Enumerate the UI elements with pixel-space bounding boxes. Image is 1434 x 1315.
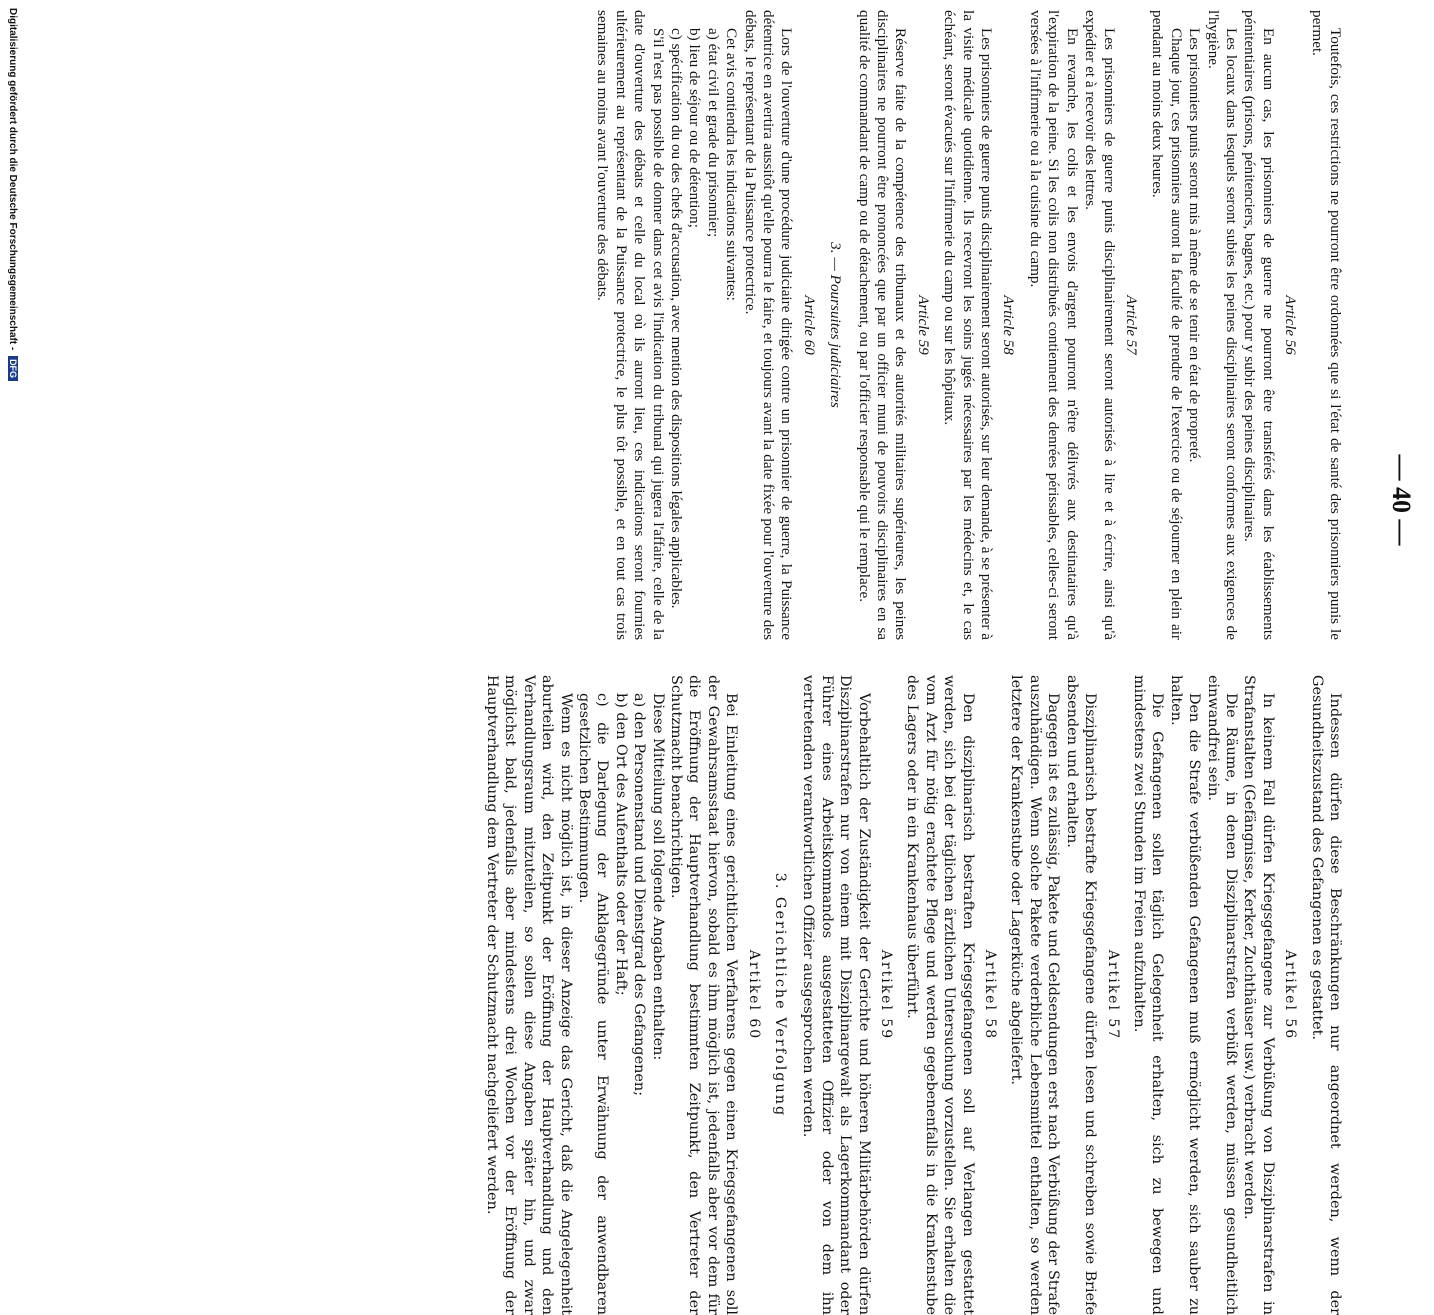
- german-column: [483, 675, 1344, 1315]
- fr-intro-paragraph: Toutefois, ces restrictions ne pourront être ordonnées que si l'état de santé des prisonniers punis le permet.: [1308, 10, 1344, 640]
- french-column: [593, 10, 1344, 640]
- de-article-60-title: Artikel 60: [745, 949, 762, 1041]
- de-a57-p2: Dagegen ist es zulässig, Pakete und Geldsendungen erst nach Verbüßung der Strafe auszuhändigen. Wenn solche Pakete verderbliche Lebensmittel enthalten, so werden letztere der Krankenstube oder Lagerküche abgeliefert.: [1008, 675, 1062, 1315]
- de-article-59-title: Artikel 59: [878, 949, 895, 1041]
- fr-article-56-title: Article 56: [1282, 295, 1299, 355]
- list-item: b) den Ort des Aufenthalts oder der Haft;: [612, 693, 629, 996]
- fr-a57-p1: Les prisonniers de guerre punis disciplinairement seront autorisés à lire et à écrire, ainsi qu'à expédier et à recevoir des lettres.: [1082, 10, 1118, 640]
- fr-a56-p3: Les prisonniers punis seront mis à même de se tenir en état de propreté.: [1186, 28, 1204, 463]
- fr-article-58-title: Article 58: [1000, 295, 1017, 355]
- fr-a60-p1: Lors de l'ouverture d'une procédure judiciaire dirigée contre un prisonnier de guerre, la Puissance détentrice en avertira aussitôt qu'elle pourra le faire, et toujours avant la date fixée pour l'ouverture des débats, le représentant de la Puissance protectrice.: [741, 10, 796, 640]
- de-article-58-title: Artikel 58: [982, 949, 999, 1041]
- de-a59-p1: Vorbehaltlich der Zuständigkeit der Gerichte und höheren Militärbehörden dürfen Disziplinarstrafen nur von einem mit Disziplinargewalt als Lagerkommandant oder Führer eines Arbeitskommandos ausgestatteten Offizier oder von dem ihn vertretenden verantwortlichen Offizier ausgesprochen werden.: [800, 675, 872, 1315]
- de-a56-p4: Die Gefangenen sollen täglich Gelegenheit erhalten, sich zu bewegen und mindestens zwei Stunden im Freien aufzuhalten.: [1130, 675, 1166, 1315]
- page-number: — 40 —: [1387, 454, 1416, 546]
- de-a60-p1: Bei Einleitung eines gerichtlichen Verfahrens gegen einen Kriegsgefangenen soll der Gewahrsamsstaat hiervon, sobald es ihm möglich ist, jedenfalls aber vor dem für die Eröffnung der Hauptverhandlung bestimmten Zeitpunkt, den Vertreter der Schutzmacht benachrichtigen.: [668, 675, 740, 1315]
- de-a60-p3: Wenn es nicht möglich ist, in dieser Anzeige das Gericht, daß die Angelegenheit aburteilen wird, den Zeitpunkt der Eröffnung der Hauptverhandlung und den Verhandlungsraum mitzuteilen, so sollen diese Angaben später hin, und zwar möglichst bald, jedenfalls aber mindestens drei Wochen vor der Eröffnung der Hauptverhandlung dem Vertreter der Schutzmacht nachgeliefert werden.: [483, 675, 574, 1315]
- fr-article-59-title: Article 59: [914, 295, 931, 355]
- de-a58-p1: Den disziplinarisch bestraften Kriegsgefangenen soll auf Verlangen gestattet werden, sich bei der täglichen ärztlichen Untersuchung vorzustellen. Sie erhalten die vom Arzt für nötig erachtete Pflege und werden gegebenenfalls in die Krankenstube des Lagers oder in ein Krankenhaus überführt.: [904, 675, 976, 1315]
- fr-a57-p2: En revanche, les colis et les envois d'argent pourront n'être délivrés aux destinataires qu'à l'expiration de la peine. Si les colis non distribués contiennent des denrées périssables, celles-ci seront versées à l'infirmerie ou à la cuisine du camp.: [1026, 10, 1081, 640]
- de-section-3-title: 3. Gerichtliche Verfolgung: [772, 872, 789, 1118]
- list-item: c) die Darlegung der Anklagegründe unter Erwähnung der anwendbaren gesetzlichen Bestimmungen.: [575, 693, 611, 1315]
- de-a60-list: [575, 675, 649, 1315]
- de-a57-p1: Disziplinarisch bestrafte Kriegsgefangene dürfen lesen und schreiben sowie Briefe absenden und erhalten.: [1063, 675, 1099, 1315]
- fr-a60-p2: Cet avis contiendra les indications suivantes:: [723, 28, 741, 301]
- fr-a56-p4: Chaque jour, ces prisonniers auront la faculté de prendre de l'exercice ou de séjourner en plein air pendant au moins deux heures.: [1149, 10, 1185, 640]
- fr-a56-p2: Les locaux dans lesquels seront subies les peines disciplinaires seront conformes aux exigences de l'hygiène.: [1204, 10, 1240, 640]
- de-a56-p1: In keinem Fall dürfen Kriegsgefangene zur Verbüßung von Disziplinarstrafen in Strafanstalten (Gefängnisse, Kerker, Zuchthäuser usw.) verbracht werden.: [1241, 675, 1276, 1315]
- de-intro-paragraph: Indessen dürfen diese Beschränkungen nur angeordnet werden, wenn der Gesundheitszustand des Gefangenen es gestattet.: [1308, 675, 1343, 1315]
- dfg-logo: DFG: [8, 356, 18, 381]
- fr-a59-p1: Réserve faite de la compétence des tribunaux et des autorités militaires supérieures, les peines disciplinaires ne pourront être prononcées que par un officier muni de pouvoirs disciplinaires en sa qualité de commandant de camp ou de détachement, ou par l'officier responsable qui le remplace.: [855, 10, 910, 640]
- de-article-57-title: Artikel 57: [1104, 949, 1121, 1041]
- de-a56-p2: Die Räume, in denen Disziplinarstrafen verbüßt werden, müssen gesundheitlich einwandfrei sein.: [1204, 675, 1239, 1315]
- footer-text: Digitalisierung gefördert durch die Deutsche Forschungsgemeinschaft -: [7, 8, 18, 351]
- fr-a60-list: [667, 10, 722, 640]
- de-a56-p3: Den die Strafe verbüßenden Gefangenen muß ermöglicht werden, sich sauber zu halten.: [1167, 675, 1203, 1315]
- list-item: a) état civil et grade du prisonnier;: [704, 28, 722, 238]
- list-item: c) spécification du ou des chefs d'accusation, avec mention des dispositions légales applicables.: [668, 28, 685, 609]
- fr-article-60-title: Article 60: [800, 295, 817, 355]
- fr-a56-p1: En aucun cas, les prisonniers de guerre ne pourront être transférés dans les établissements pénitentiaires (prisons, pénitenciers, bagnes, etc.) pour y subir des peines disciplinaires.: [1241, 10, 1277, 640]
- fr-section-3-title: 3. — Poursuites judiciaires: [827, 242, 845, 408]
- digitization-footer: [7, 0, 18, 1008]
- de-article-56-title: Artikel 56: [1282, 949, 1299, 1041]
- fr-article-57-title: Article 57: [1122, 295, 1139, 355]
- fr-a60-p3: S'il n'est pas possible de donner dans cet avis l'indication du tribunal qui jugera l'affaire, celle de la date d'ouverture des débats et celle du local où ils auront lieu, ces indications seront fournies ultérieurement au représentant de la Puissance protectrice, le plus tôt possible, et en tout cas trois semaines au moins avant l'ouverture des débats.: [594, 10, 667, 640]
- list-item: b) lieu de séjour ou de détention;: [686, 28, 704, 228]
- fr-a58-p1: Les prisonniers de guerre punis disciplinairement seront autorisés, sur leur demande, à se présenter à la visite médicale quotidienne. Ils recevront les soins jugés nécessaires par les médecins et, le cas échéant, seront évacués sur l'infirmerie du camp ou sur les hôpitaux.: [941, 10, 996, 640]
- list-item: a) den Personenstand und Dienstgrad des Gefangenen;: [631, 693, 648, 1097]
- de-a60-p2: Diese Mitteilung soll folgende Angaben enthalten:: [649, 693, 666, 1061]
